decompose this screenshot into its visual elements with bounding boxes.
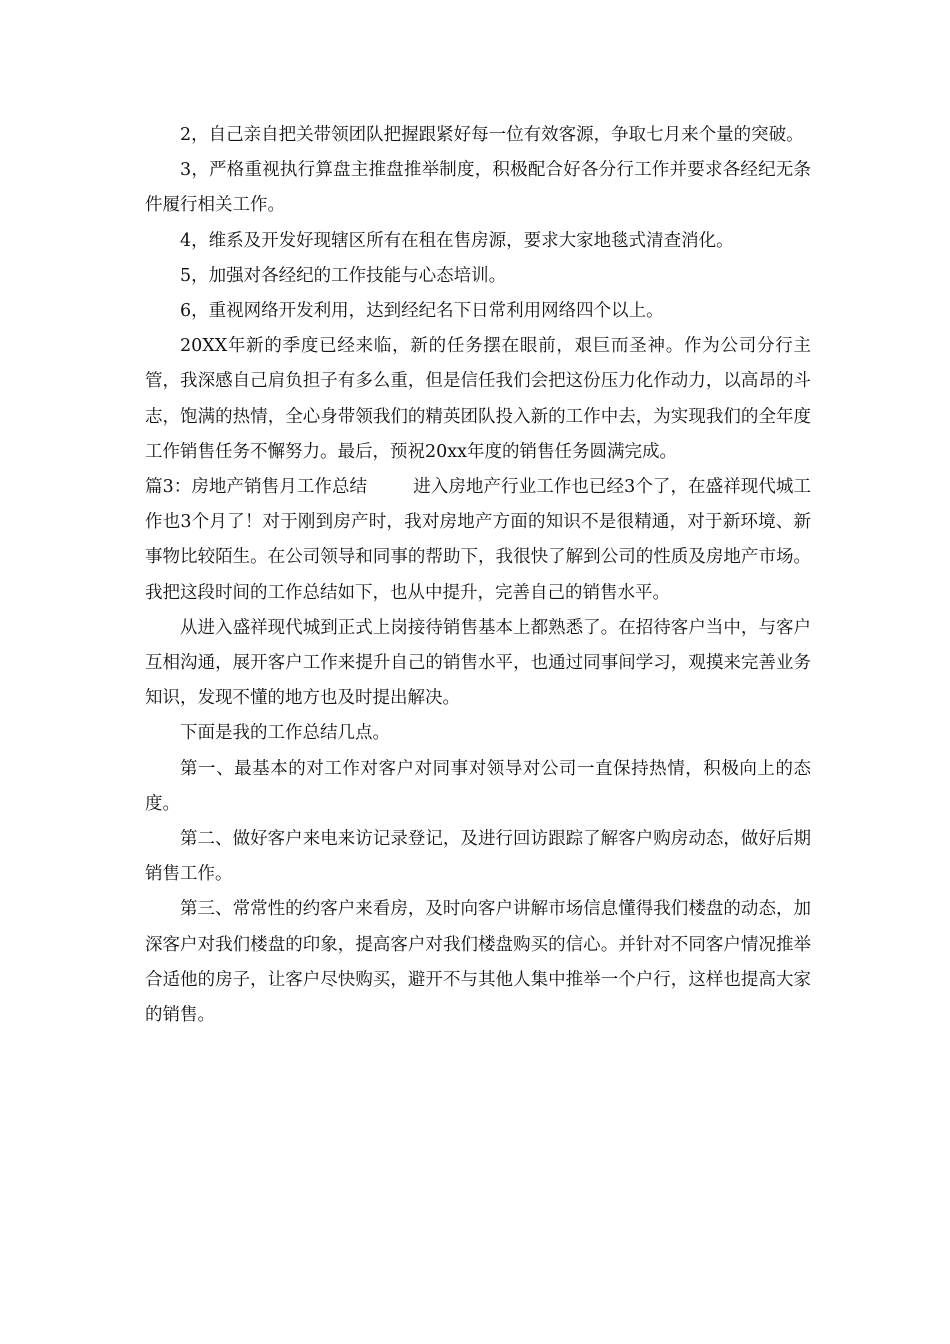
section-intro: 进入房地产行业工作也已经3个了，在盛祥现代城工作也3个月了！对于刚到房产时，我对房地产方面的知识不是很精通，对于新环境、新事物比较陌生。在公司领导和同事的帮助下，我很快了解到公司的性质及房地产市场。我把这段时间的工作总结如下，也从中提升，完善自己的销售水平。 xyxy=(145,477,811,603)
list-item-5: 5，加强对各经纪的工作技能与心态培训。 xyxy=(180,265,507,286)
body-paragraph-5: 第三、常常性的约客户来看房，及时向客户讲解市场信息懂得我们楼盘的动态，加深客户对我们楼盘的印象，提高客户对我们楼盘购买的信心。并针对不同客户情况推举合适他的房子，让客户尽快购买，避开不与其他人集中推举一个户行，这样也提高大家的销售。 xyxy=(145,899,811,1026)
list-item-3: 3，严格重视执行算盘主推盘推举制度，积极配合好各分行工作并要求各经纪无条件履行相关工作。 xyxy=(145,160,811,216)
section-paragraph xyxy=(145,470,811,611)
list-item-6: 6，重视网络开发利用，达到经纪名下日常利用网络四个以上。 xyxy=(180,301,664,322)
section-title: 篇3：房地产销售月工作总结 xyxy=(145,477,368,498)
body-paragraph-2: 下面是我的工作总结几点。 xyxy=(180,723,390,744)
body-paragraph-4: 第二、做好客户来电来访记录登记，及进行回访跟踪了解客户购房动态，做好后期销售工作。 xyxy=(145,829,811,885)
list-item-2: 2，自己亲自把关带领团队把握跟紧好每一位有效客源，争取七月来个量的突破。 xyxy=(180,125,804,145)
body-paragraph-1: 从进入盛祥现代城到正式上岗接待销售基本上都熟悉了。在招待客户当中，与客户互相沟通，展开客户工作来提升自己的销售水平，也通过同事间学习，观摸来完善业务知识，发现不懂的地方也及时提出解决。 xyxy=(145,617,811,709)
document-page xyxy=(145,118,811,1033)
list-item-4: 4，维系及开发好现辖区所有在租在售房源，要求大家地毯式清查消化。 xyxy=(180,230,734,251)
body-paragraph-3: 第一、最基本的对工作对客户对同事对领导对公司一直保持热情，积极向上的态度。 xyxy=(145,758,811,814)
closing-paragraph: 20XX年新的季度已经来临，新的任务摆在眼前，艰巨而圣神。作为公司分行主管，我深感自己肩负担子有多么重，但是信任我们会把这份压力化作动力，以高昂的斗志，饱满的热情，全心身带领我们的精英团队投入新的工作中去，为实现我们的全年度工作销售任务不懈努力。最后，预祝20xx年度的销售任务圆满完成。 xyxy=(145,336,811,462)
